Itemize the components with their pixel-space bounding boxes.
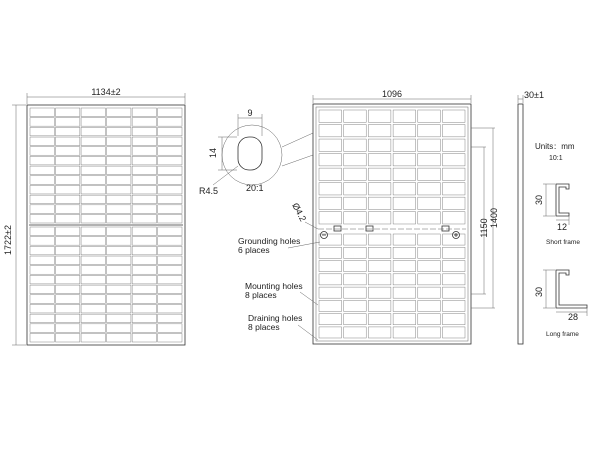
solar-cell (393, 125, 416, 137)
solar-cell (107, 195, 131, 203)
solar-cell (158, 127, 182, 135)
junction-box-center (366, 226, 373, 231)
solar-cell (56, 304, 80, 312)
solar-cell (30, 215, 54, 223)
solar-cell (81, 108, 105, 116)
solar-cell (132, 314, 156, 322)
draining-holes-callout (248, 313, 318, 340)
solar-cell (368, 314, 391, 325)
solar-cell (443, 139, 466, 151)
junction-box-left (334, 226, 341, 231)
solar-cell (30, 266, 54, 274)
long-frame-height-label: 30 (534, 286, 544, 298)
front-width-dimension (27, 87, 185, 104)
slot-width-label: 9 (247, 108, 253, 118)
solar-cell (443, 234, 466, 245)
draining-holes-count: 8 places (248, 322, 280, 332)
solar-cell (158, 227, 182, 235)
solar-cell (132, 266, 156, 274)
solar-cell (107, 156, 131, 164)
solar-cell (158, 256, 182, 264)
solar-cell (393, 197, 416, 209)
solar-cell (107, 246, 131, 254)
solar-cell (319, 234, 342, 245)
solar-cell (81, 195, 105, 203)
solar-cell (319, 327, 342, 338)
solar-cell (30, 324, 54, 332)
solar-cell (158, 118, 182, 126)
solar-cell (344, 154, 367, 166)
solar-cell (107, 108, 131, 116)
solar-cell (393, 314, 416, 325)
detail-leader-upper (282, 133, 313, 147)
solar-cell (107, 237, 131, 245)
solar-cell (393, 183, 416, 195)
solar-cell (81, 205, 105, 213)
short-frame-height-label: 30 (534, 194, 544, 206)
mounting-holes-callout (245, 281, 318, 305)
solar-cell (132, 166, 156, 174)
front-view (3, 87, 185, 345)
solar-cell (81, 237, 105, 245)
solar-cell (56, 215, 80, 223)
solar-cell (158, 304, 182, 312)
solar-cell (418, 300, 441, 311)
radius-label: R4.5 (199, 186, 219, 196)
solar-cell (56, 256, 80, 264)
solar-cell (158, 295, 182, 303)
solar-cell (56, 147, 80, 155)
solar-cell (56, 334, 80, 342)
solar-cell (418, 247, 441, 258)
solar-cell (319, 110, 342, 122)
solar-cell (30, 256, 54, 264)
solar-cell (344, 125, 367, 137)
solar-cell (132, 108, 156, 116)
solar-cell (56, 324, 80, 332)
solar-cell (81, 304, 105, 312)
solar-cell (30, 334, 54, 342)
solar-cell (393, 168, 416, 180)
solar-cell (418, 274, 441, 285)
back-view (238, 89, 499, 344)
solar-cell (30, 285, 54, 293)
short-frame-width-label: 12 (557, 222, 568, 232)
solar-cell (418, 154, 441, 166)
solar-cell (56, 195, 80, 203)
solar-cell (368, 212, 391, 224)
solar-cell (107, 127, 131, 135)
solar-cell (81, 176, 105, 184)
long-frame-section (534, 270, 587, 338)
solar-cell (344, 212, 367, 224)
solar-cell (56, 295, 80, 303)
solar-cell (158, 285, 182, 293)
long-frame-width-label: 28 (568, 312, 579, 322)
solar-cell (56, 205, 80, 213)
solar-cell (158, 215, 182, 223)
frame-sections (534, 142, 587, 338)
solar-cell (393, 139, 416, 151)
solar-cell (132, 215, 156, 223)
solar-cell (107, 166, 131, 174)
solar-cell (132, 195, 156, 203)
solar-cell (56, 108, 80, 116)
solar-cell (56, 156, 80, 164)
junction-box-right (442, 226, 449, 231)
solar-cell (30, 304, 54, 312)
solar-cell (368, 110, 391, 122)
solar-cell (81, 334, 105, 342)
solar-cell (132, 324, 156, 332)
solar-cell (319, 247, 342, 258)
solar-cell (81, 256, 105, 264)
solar-cell (158, 195, 182, 203)
solar-cell (56, 137, 80, 145)
solar-cell (30, 246, 54, 254)
solar-cell (158, 324, 182, 332)
solar-cell (56, 285, 80, 293)
solar-cell (158, 266, 182, 274)
solar-cell (81, 127, 105, 135)
solar-cell (393, 274, 416, 285)
solar-cell (393, 327, 416, 338)
solar-cell (368, 234, 391, 245)
detail-circle (222, 125, 282, 185)
solar-cell (319, 300, 342, 311)
solar-cell (418, 110, 441, 122)
solar-cell (30, 137, 54, 145)
solar-cell (418, 139, 441, 151)
solar-cell (319, 212, 342, 224)
solar-cell (132, 156, 156, 164)
solar-cell (344, 139, 367, 151)
solar-cell (319, 168, 342, 180)
solar-cell (56, 246, 80, 254)
solar-cell (107, 304, 131, 312)
solar-cell (56, 275, 80, 283)
solar-cell (319, 287, 342, 298)
solar-cell (344, 168, 367, 180)
side-view (518, 90, 544, 344)
solar-cell (81, 118, 105, 126)
short-frame-caption: Short frame (546, 239, 580, 246)
solar-cell (368, 183, 391, 195)
solar-cell (344, 327, 367, 338)
side-profile (518, 104, 523, 344)
solar-cell (418, 261, 441, 272)
solar-cell (368, 197, 391, 209)
solar-cell (107, 324, 131, 332)
solar-cell (443, 212, 466, 224)
solar-cell (81, 147, 105, 155)
detail-scale-label: 20:1 (246, 183, 264, 193)
solar-cell (418, 287, 441, 298)
solar-cell (344, 274, 367, 285)
solar-cell (81, 215, 105, 223)
solar-cell (344, 183, 367, 195)
frame-scale-label: 10:1 (549, 155, 563, 162)
solar-cell (107, 227, 131, 235)
solar-cell (81, 275, 105, 283)
long-frame-caption: Long frame (546, 331, 579, 338)
solar-cell (132, 176, 156, 184)
draining-holes-label: Draining holes (248, 313, 303, 323)
solar-cell (30, 118, 54, 126)
solar-cell (344, 197, 367, 209)
short-frame-profile (556, 184, 569, 216)
solar-cell (418, 197, 441, 209)
solar-cell (393, 261, 416, 272)
solar-cell (418, 168, 441, 180)
solar-cell (158, 147, 182, 155)
solar-cell (30, 147, 54, 155)
solar-cell (30, 166, 54, 174)
solar-cell (158, 237, 182, 245)
solar-cell (319, 314, 342, 325)
mounting-holes-count: 8 places (245, 290, 277, 300)
back-width-dimension (313, 89, 471, 103)
solar-cell (132, 185, 156, 193)
solar-cell (107, 147, 131, 155)
solar-cell (30, 205, 54, 213)
solar-cell (158, 166, 182, 174)
solar-cell (158, 108, 182, 116)
solar-cell (158, 246, 182, 254)
side-thickness-label: 30±1 (524, 90, 544, 100)
slot-height-dimension (208, 137, 237, 170)
slot-width-dimension (238, 108, 262, 136)
solar-cell (132, 256, 156, 264)
solar-cell (418, 212, 441, 224)
solar-cell (443, 274, 466, 285)
solar-cell (393, 154, 416, 166)
mount-outer-label: 1400 (489, 207, 499, 229)
hole-diameter-label: Ø4.2 (290, 201, 309, 224)
solar-cell (393, 300, 416, 311)
solar-cell (81, 324, 105, 332)
solar-cell (107, 275, 131, 283)
solar-cell (418, 327, 441, 338)
solar-cell (443, 110, 466, 122)
solar-cell (443, 314, 466, 325)
back-cell-grid (319, 110, 465, 338)
solar-cell (443, 154, 466, 166)
solar-cell (30, 295, 54, 303)
grounding-holes-label: Grounding holes (238, 236, 301, 246)
solar-cell (132, 237, 156, 245)
solar-cell (107, 285, 131, 293)
solar-cell (344, 314, 367, 325)
solar-cell (107, 137, 131, 145)
solar-cell (81, 185, 105, 193)
solar-cell (30, 227, 54, 235)
slot-outline (238, 137, 262, 170)
front-height-dimension (3, 105, 26, 345)
solar-cell (30, 195, 54, 203)
solar-cell (132, 127, 156, 135)
solar-cell (81, 156, 105, 164)
solar-cell (132, 275, 156, 283)
solar-cell (393, 234, 416, 245)
solar-cell (368, 139, 391, 151)
units-label: Units：mm (535, 142, 575, 151)
solar-cell (107, 185, 131, 193)
solar-cell (158, 314, 182, 322)
solar-cell (81, 227, 105, 235)
solar-cell (107, 256, 131, 264)
solar-cell (344, 261, 367, 272)
solar-cell (368, 154, 391, 166)
solar-cell (368, 168, 391, 180)
solar-cell (443, 197, 466, 209)
solar-cell (443, 327, 466, 338)
solar-cell (368, 261, 391, 272)
solar-cell (132, 205, 156, 213)
solar-cell (158, 334, 182, 342)
solar-cell (443, 300, 466, 311)
solar-cell (344, 300, 367, 311)
solar-cell (393, 247, 416, 258)
solar-cell (418, 234, 441, 245)
grounding-holes-count: 6 places (238, 245, 270, 255)
solar-cell (393, 212, 416, 224)
solar-cell (107, 295, 131, 303)
solar-cell (344, 110, 367, 122)
solar-cell (368, 125, 391, 137)
solar-cell (30, 237, 54, 245)
solar-cell (158, 205, 182, 213)
solar-cell (132, 227, 156, 235)
solar-cell (319, 197, 342, 209)
solar-cell (81, 246, 105, 254)
solar-cell (56, 185, 80, 193)
mount-outer-dimension (471, 128, 499, 308)
solar-cell (443, 168, 466, 180)
solar-cell (319, 183, 342, 195)
mounting-holes-label: Mounting holes (245, 281, 303, 291)
solar-cell (56, 227, 80, 235)
solar-cell (132, 118, 156, 126)
grounding-holes-callout (238, 236, 320, 255)
solar-cell (56, 266, 80, 274)
solar-cell (443, 261, 466, 272)
solar-cell (132, 295, 156, 303)
solar-cell (368, 327, 391, 338)
solar-cell (107, 334, 131, 342)
short-frame-section (534, 184, 580, 246)
solar-cell (319, 154, 342, 166)
solar-cell (443, 247, 466, 258)
solar-cell (81, 295, 105, 303)
solar-cell (319, 261, 342, 272)
detail-leader-lower (282, 155, 313, 166)
solar-cell (81, 285, 105, 293)
solar-cell (132, 137, 156, 145)
long-frame-profile (556, 270, 587, 308)
solar-cell (344, 287, 367, 298)
solar-cell (56, 166, 80, 174)
solar-cell (132, 334, 156, 342)
solar-cell (158, 185, 182, 193)
solar-cell (443, 125, 466, 137)
mount-inner-label: 1150 (479, 218, 489, 238)
solar-cell (81, 137, 105, 145)
solar-cell (30, 108, 54, 116)
solar-cell (158, 176, 182, 184)
solar-cell (30, 156, 54, 164)
solar-cell (344, 247, 367, 258)
solar-cell (107, 205, 131, 213)
solar-cell (368, 287, 391, 298)
solar-cell (319, 139, 342, 151)
solar-cell (30, 127, 54, 135)
solar-cell (443, 287, 466, 298)
solar-cell (107, 176, 131, 184)
solar-cell (56, 237, 80, 245)
front-height-label: 1722±2 (3, 225, 13, 255)
front-width-label: 1134±2 (91, 87, 121, 97)
solar-cell (368, 274, 391, 285)
solar-cell (418, 183, 441, 195)
solar-cell (132, 304, 156, 312)
solar-cell (418, 125, 441, 137)
solar-cell (107, 118, 131, 126)
solar-cell (107, 266, 131, 274)
solar-cell (56, 118, 80, 126)
mount-inner-dimension (471, 147, 489, 294)
solar-cell (81, 266, 105, 274)
slot-height-label: 14 (208, 147, 218, 159)
solar-cell (56, 176, 80, 184)
solar-cell (132, 147, 156, 155)
solar-cell (393, 287, 416, 298)
solar-cell (81, 314, 105, 322)
solar-cell (158, 137, 182, 145)
solar-cell (393, 110, 416, 122)
solar-cell (107, 215, 131, 223)
solar-cell (81, 166, 105, 174)
solar-cell (30, 275, 54, 283)
solar-cell (56, 127, 80, 135)
solar-cell (132, 246, 156, 254)
solar-cell (132, 285, 156, 293)
back-width-label: 1096 (381, 89, 403, 99)
solar-cell (368, 247, 391, 258)
solar-cell (30, 185, 54, 193)
hole-detail-view (199, 108, 313, 196)
solar-cell (158, 156, 182, 164)
solar-cell (418, 314, 441, 325)
solar-cell (319, 125, 342, 137)
solar-cell (443, 183, 466, 195)
solar-cell (30, 314, 54, 322)
solar-cell (319, 274, 342, 285)
solar-cell (158, 275, 182, 283)
solar-cell (368, 300, 391, 311)
solar-cell (30, 176, 54, 184)
solar-cell (56, 314, 80, 322)
solar-cell (344, 234, 367, 245)
solar-cell (107, 314, 131, 322)
